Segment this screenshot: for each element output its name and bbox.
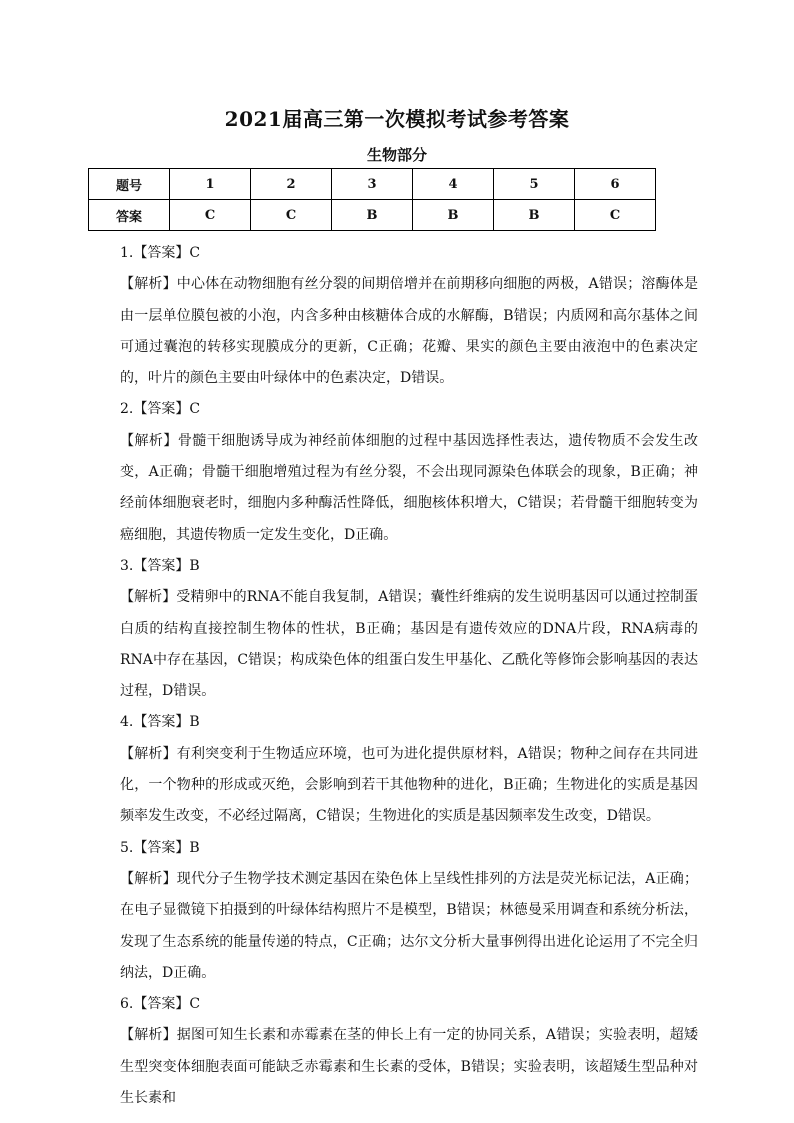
table-cell: C xyxy=(575,200,656,231)
table-cell: B xyxy=(332,200,413,231)
item-analysis: 【解析】中心体在动物细胞有丝分裂的间期倍增并在前期移向细胞的两极，A错误；溶酶体是由一层单位膜包被的小泡，内含多种由核糖体合成的水解酶，B错误；内质网和高尔基体之间可通过囊泡的转移实现膜成分的更新，C正确；花瓣、果实的颜色主要由液泡中的色素决定的，叶片的颜色主要由叶绿体中的色素决定，D错误。 xyxy=(120,276,698,387)
table-cell: 2 xyxy=(251,169,332,200)
item-analysis: 【解析】骨髓干细胞诱导成为神经前体细胞的过程中基因选择性表达，遗传物质不会发生改变，A正确；骨髓干细胞增殖过程为有丝分裂，不会出现同源染色体联会的现象，B正确；神经前体细胞衰老时，细胞内多种酶活性降低，细胞核体积增大，C错误；若骨髓干细胞转变为癌细胞，其遗传物质一定发生变化，D正确。 xyxy=(120,432,698,543)
table-header-cell: 答案 xyxy=(89,200,170,231)
table-cell: B xyxy=(413,200,494,231)
answer-table xyxy=(88,168,656,231)
table-row-answers xyxy=(89,200,656,231)
item-analysis: 【解析】据图可知生长素和赤霉素在茎的伸长上有一定的协同关系，A错误；实验表明，超矮生型突变体细胞表面可能缺乏赤霉素和生长素的受体，B错误；实验表明，该超矮生型品种对生长素和 xyxy=(120,1027,698,1107)
table-cell: 5 xyxy=(494,169,575,200)
table-cell: B xyxy=(494,200,575,231)
item-analysis: 【解析】现代分子生物学技术测定基因在染色体上呈线性排列的方法是荧光标记法，A正确；在电子显微镜下拍摄到的叶绿体结构照片不是模型，B错误；林德曼采用调查和系统分析法，发现了生态系统的能量传递的特点，C正确；达尔文分析大量事例得出进化论运用了不完全归纳法，D正确。 xyxy=(120,870,698,981)
item-analysis: 【解析】有利突变利于生物适应环境，也可为进化提供原材料，A错误；物种之间存在共同进化，一个物种的形成或灭绝，会影响到若干其他物种的进化，B正确；生物进化的实质是基因频率发生改变，不必经过隔离，C错误；生物进化的实质是基因频率发生改变，D错误。 xyxy=(120,745,698,825)
table-cell: 1 xyxy=(170,169,251,200)
answer-explanations xyxy=(120,238,698,1114)
item-answer-heading: 2.【答案】C xyxy=(120,401,201,418)
item-answer-heading: 4.【答案】B xyxy=(120,714,200,731)
section-subtitle: 生物部分 xyxy=(366,146,427,164)
item-answer-heading: 6.【答案】C xyxy=(120,996,201,1013)
table-header-cell: 题号 xyxy=(89,169,170,200)
table-row-numbers xyxy=(89,169,656,200)
item-analysis: 【解析】受精卵中的RNA不能自我复制，A错误；囊性纤维病的发生说明基因可以通过控制蛋白质的结构直接控制生物体的性状，B正确；基因是有遗传效应的DNA片段，RNA病毒的RNA中存在基因，C错误；构成染色体的组蛋白发生甲基化、乙酰化等修饰会影响基因的表达过程，D错误。 xyxy=(120,589,698,700)
table-cell: C xyxy=(251,200,332,231)
table-cell: 6 xyxy=(575,169,656,200)
page-title: 2021届高三第一次模拟考试参考答案 xyxy=(224,107,570,131)
table-cell: C xyxy=(170,200,251,231)
item-answer-heading: 3.【答案】B xyxy=(120,557,200,574)
table-cell: 3 xyxy=(332,169,413,200)
item-answer-heading: 1.【答案】C xyxy=(120,245,201,261)
table-cell: 4 xyxy=(413,169,494,200)
item-answer-heading: 5.【答案】B xyxy=(120,839,200,856)
